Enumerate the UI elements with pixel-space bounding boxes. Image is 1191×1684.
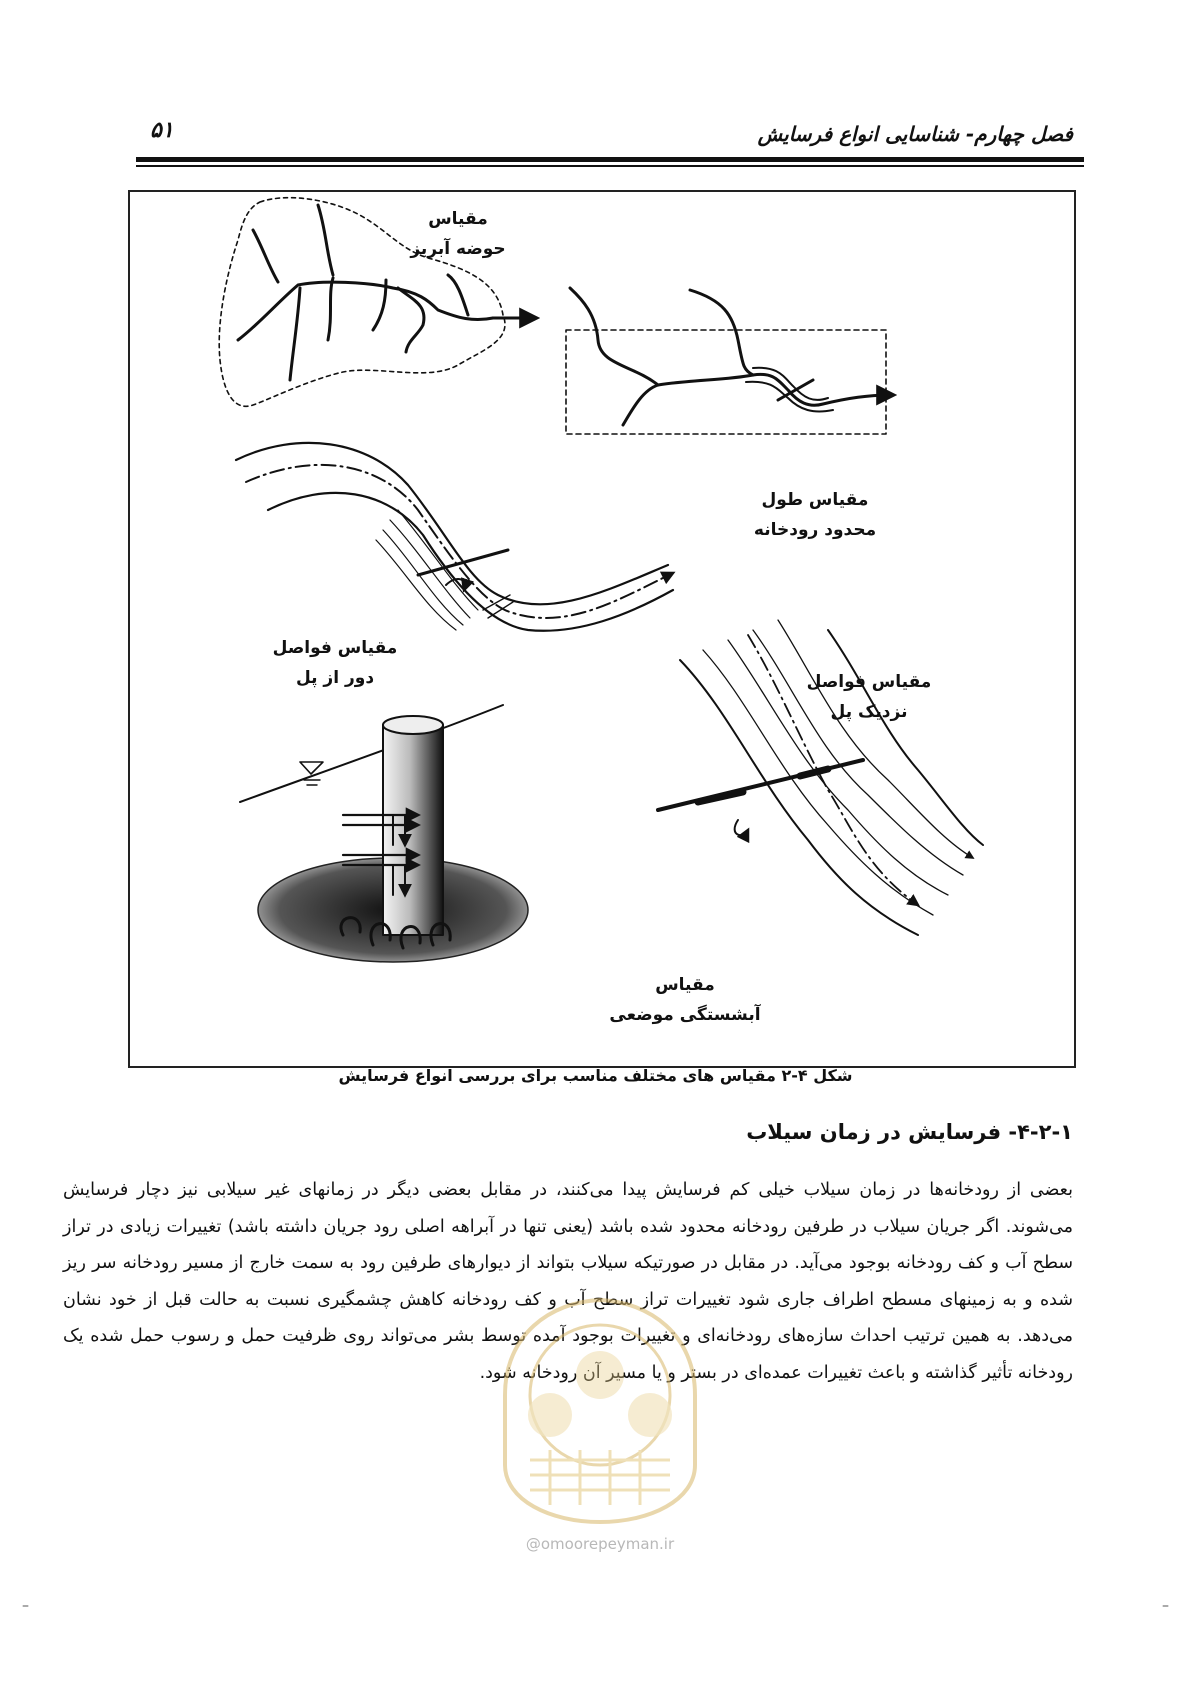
scour-scales-figure [128, 190, 1076, 1068]
label-line: مقیاس [428, 209, 488, 229]
limited-length-diagram [566, 288, 893, 434]
corner-mark: – [1162, 1598, 1169, 1614]
body-paragraph: بعضی از رودخانه‌ها در زمان سیلاب خیلی کم فرسایش پیدا می‌کنند، در مقابل بعضی دیگر در زمانهای غیر سیلابی نیز دچار فرسایش می‌شوند. اگر جریان سیلاب در طرفین رودخانه محدود شده باشد (یعنی تنها در آبراهه اصلی رود جریان داشته باشد) تغییرات زیادی در تراز سطح آب و کف رودخانه بوجود می‌آید. در مقابل در صورتیکه سیلاب بتواند از دیوارهای طرفین رود به سمت خارج از مسیر رودخانه سر ریز شده و به زمینهای مسطح اطراف جاری شود تغییرات تراز سطح آب و کف رودخانه کاهش چشمگیری نسبت به حالت قبل از خود نشان می‌دهد. به همین ترتیب احداث سازه‌های رودخانه‌ای و تغییرات بوجود آمده توسط بشر می‌تواند روی ظرفیت حمل و رسوب حمل شده یک رودخانه تأثیر گذاشته و باعث تغییرات عمده‌ای در بستر و یا مسیر آن رودخانه شود. [63, 1180, 1073, 1383]
label-limited-length-scale [735, 485, 895, 545]
header-rule-thick [136, 157, 1084, 162]
label-line: حوضه آبریز [410, 239, 506, 259]
label-line: مقیاس فواصل [806, 672, 932, 692]
local-scour-diagram [240, 705, 528, 962]
figure-caption: شکل ۴-۲ مقیاس های مختلف مناسب برای بررسی انواع فرسایش [338, 1066, 853, 1085]
corner-mark: – [22, 1598, 29, 1614]
label-basin-scale [378, 204, 538, 264]
page-number: ۵۱ [150, 118, 174, 143]
label-line: مقیاس فواصل [272, 638, 398, 658]
seal-watermark-icon [490, 1290, 710, 1530]
label-line: محدود رودخانه [753, 520, 877, 540]
watermark-url: @omoorepeyman.ir [525, 1535, 675, 1553]
label-line: دور از پل [295, 668, 375, 688]
chapter-title: فصل چهارم- شناسایی انواع فرسایش [757, 122, 1073, 146]
section-heading: ۴-۲-۱- فرسایش در زمان سیلاب [746, 1120, 1073, 1144]
far-from-bridge-diagram [236, 443, 673, 631]
header-rule-thin [136, 165, 1084, 167]
label-line: آبشستگی موضعی [609, 1005, 761, 1025]
label-line: نزدیک پل [830, 702, 908, 722]
label-line: مقیاس طول [761, 490, 869, 510]
label-line: مقیاس [655, 975, 715, 995]
label-near-bridge-scale [794, 667, 944, 727]
label-local-scour-scale [600, 970, 770, 1030]
label-far-from-bridge-scale [260, 633, 410, 693]
